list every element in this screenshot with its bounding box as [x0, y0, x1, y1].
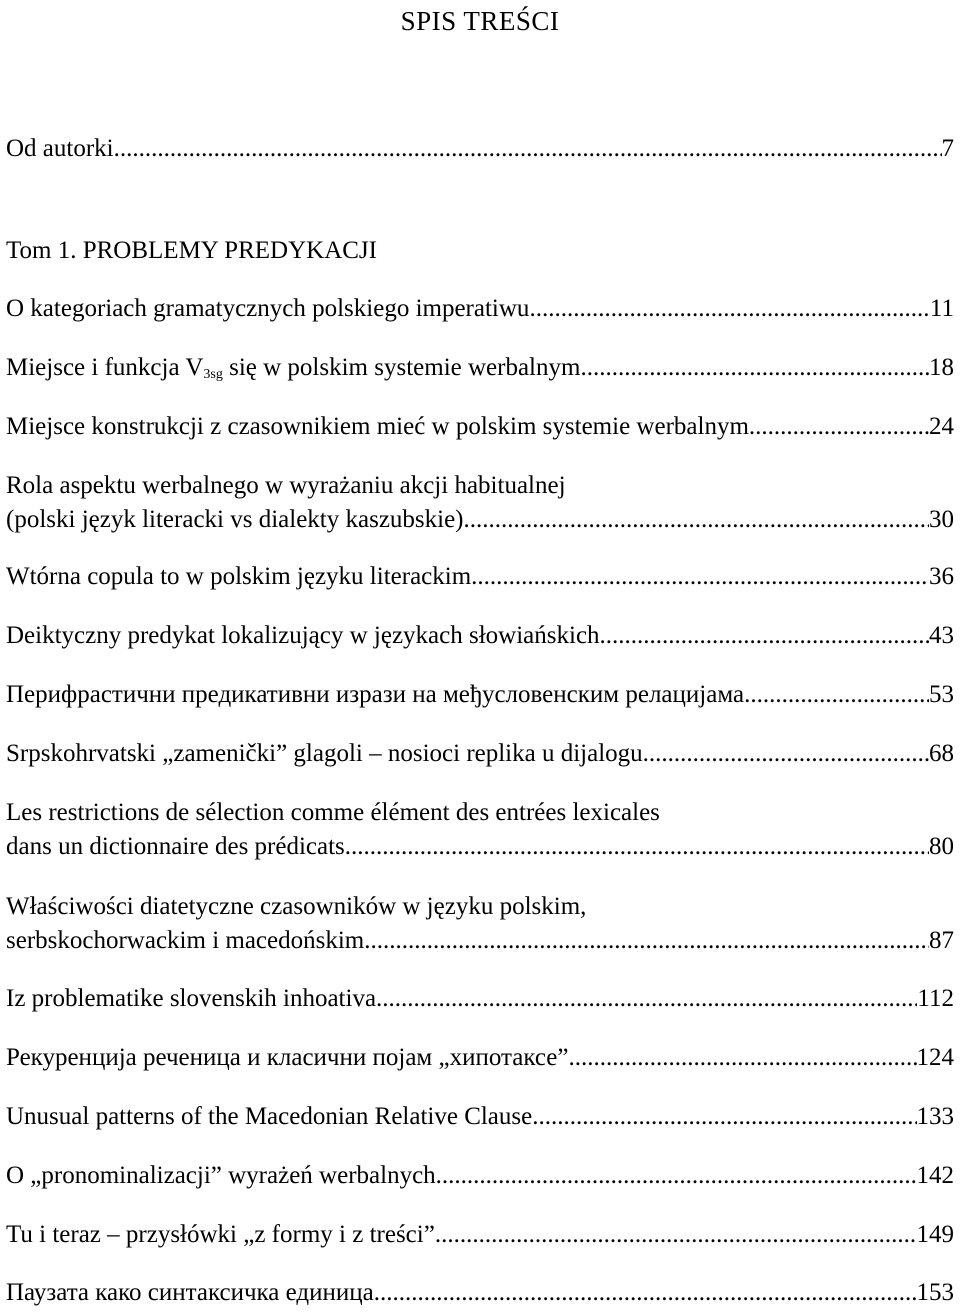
- page-number: 80: [929, 833, 954, 860]
- leader-dots: [643, 737, 929, 771]
- toc-entry-text: Deiktyczny predykat lokalizujący w językach słowiańskich: [6, 622, 600, 649]
- toc-entry-text: Miejsce konstrukcji z czasownikiem mieć w polskim systemie werbalnym: [6, 413, 749, 440]
- page-title: SPIS TREŚCI: [400, 6, 560, 36]
- toc-entry-text: Iz problematike slovenskih inhoativa: [6, 985, 377, 1012]
- leader-dots: [749, 410, 929, 444]
- page-number: 53: [929, 681, 954, 708]
- toc-entry: [6, 351, 954, 385]
- toc-entry: [6, 890, 954, 958]
- page-number: 133: [916, 1103, 954, 1130]
- page-number: 149: [916, 1221, 954, 1248]
- toc-line: [6, 132, 954, 166]
- toc-entry-text: Od autorki: [6, 135, 114, 162]
- page-number: 112: [917, 985, 954, 1012]
- page-number: 87: [929, 927, 954, 954]
- toc-entry: [6, 469, 954, 537]
- toc-entry: [6, 619, 954, 653]
- page-number: 24: [929, 413, 954, 440]
- page-number: 43: [929, 622, 954, 649]
- leader-dots: [600, 619, 929, 653]
- leader-dots: [345, 830, 929, 864]
- toc-entry-text: O kategoriach gramatycznych polskiego imperatiwu: [6, 295, 530, 322]
- toc-entry-text-continued: (polski język literacki vs dialekty kaszubskie): [6, 506, 464, 533]
- leader-dots: [464, 503, 929, 537]
- toc-entry: [6, 1041, 954, 1075]
- leader-dots: [744, 678, 929, 712]
- leader-dots: [529, 292, 929, 326]
- toc-entry-text-continued: dans un dictionnaire des prédicats: [6, 833, 345, 860]
- toc-entry: [6, 292, 954, 326]
- page-number: 18: [929, 354, 954, 381]
- leader-dots: [364, 924, 929, 958]
- page-number: 68: [929, 740, 954, 767]
- toc-entry-text-continued: serbskochorwackim i macedońskim: [6, 927, 365, 954]
- toc-entry-text: Рекуренција реченица и класични појам „хипотаксе”: [6, 1044, 569, 1071]
- toc-entry-text: O „pronominalizacji” wyrażeń werbalnych: [6, 1162, 436, 1189]
- leader-dots: [435, 1218, 917, 1252]
- toc-entry-text: Перифрастични предикативни изрази на међусловенским релацијама: [6, 681, 745, 708]
- toc-entry: [6, 678, 954, 712]
- page-number: 153: [916, 1279, 954, 1306]
- leader-dots: [376, 982, 917, 1016]
- toc-entry-text: Właściwości diatetyczne czasowników w języku polskim,: [6, 893, 587, 920]
- toc-entry-text: Srpskohrvatski „zamenički” glagoli – nosioci replika u dijalogu: [6, 740, 643, 767]
- page-number: 30: [929, 506, 954, 533]
- leader-dots: [580, 351, 929, 385]
- page-number: 142: [916, 1162, 954, 1189]
- toc-entry-text: Wtórna copula to w polskim języku literackim: [6, 563, 472, 590]
- toc-entry-text: Паузата како синтаксичка единица: [6, 1279, 374, 1306]
- leader-dots: [568, 1041, 916, 1075]
- page-number: 7: [941, 135, 954, 162]
- section-heading: Tom 1. PROBLEMY PREDYKACJI: [6, 237, 377, 264]
- toc-entry: [6, 796, 954, 864]
- toc-entry-text: Miejsce i funkcja $V_{3sg}$ się w polskim systemie werbalnym: [6, 354, 581, 382]
- toc-entry: [6, 982, 954, 1016]
- leader-dots: [114, 132, 942, 166]
- page-number: 36: [929, 563, 954, 590]
- toc-entry: [6, 737, 954, 771]
- toc-entry-text: Tu i teraz – przysłówki „z formy i z treści”: [6, 1221, 435, 1248]
- leader-dots: [374, 1276, 917, 1310]
- toc-entry-preface: [6, 132, 954, 166]
- toc-entry: [6, 1100, 954, 1134]
- leader-dots: [436, 1159, 917, 1193]
- leader-dots: [532, 1100, 916, 1134]
- subscript-3sg: 3sg: [203, 367, 223, 382]
- toc-entry-text: Les restrictions de sélection comme élément des entrées lexicales: [6, 799, 660, 826]
- leader-dots: [471, 560, 929, 594]
- toc-entry: [6, 1218, 954, 1252]
- toc-entry-text: Rola aspektu werbalnego w wyrażaniu akcji habitualnej: [6, 472, 566, 499]
- page-number: 11: [929, 295, 954, 322]
- page-number: 124: [916, 1044, 954, 1071]
- toc-entry-text: Unusual patterns of the Macedonian Relative Clause: [6, 1103, 533, 1130]
- toc-entry: [6, 1159, 954, 1193]
- toc-entry: [6, 1276, 954, 1310]
- toc-entry: [6, 560, 954, 594]
- toc-entry: [6, 410, 954, 444]
